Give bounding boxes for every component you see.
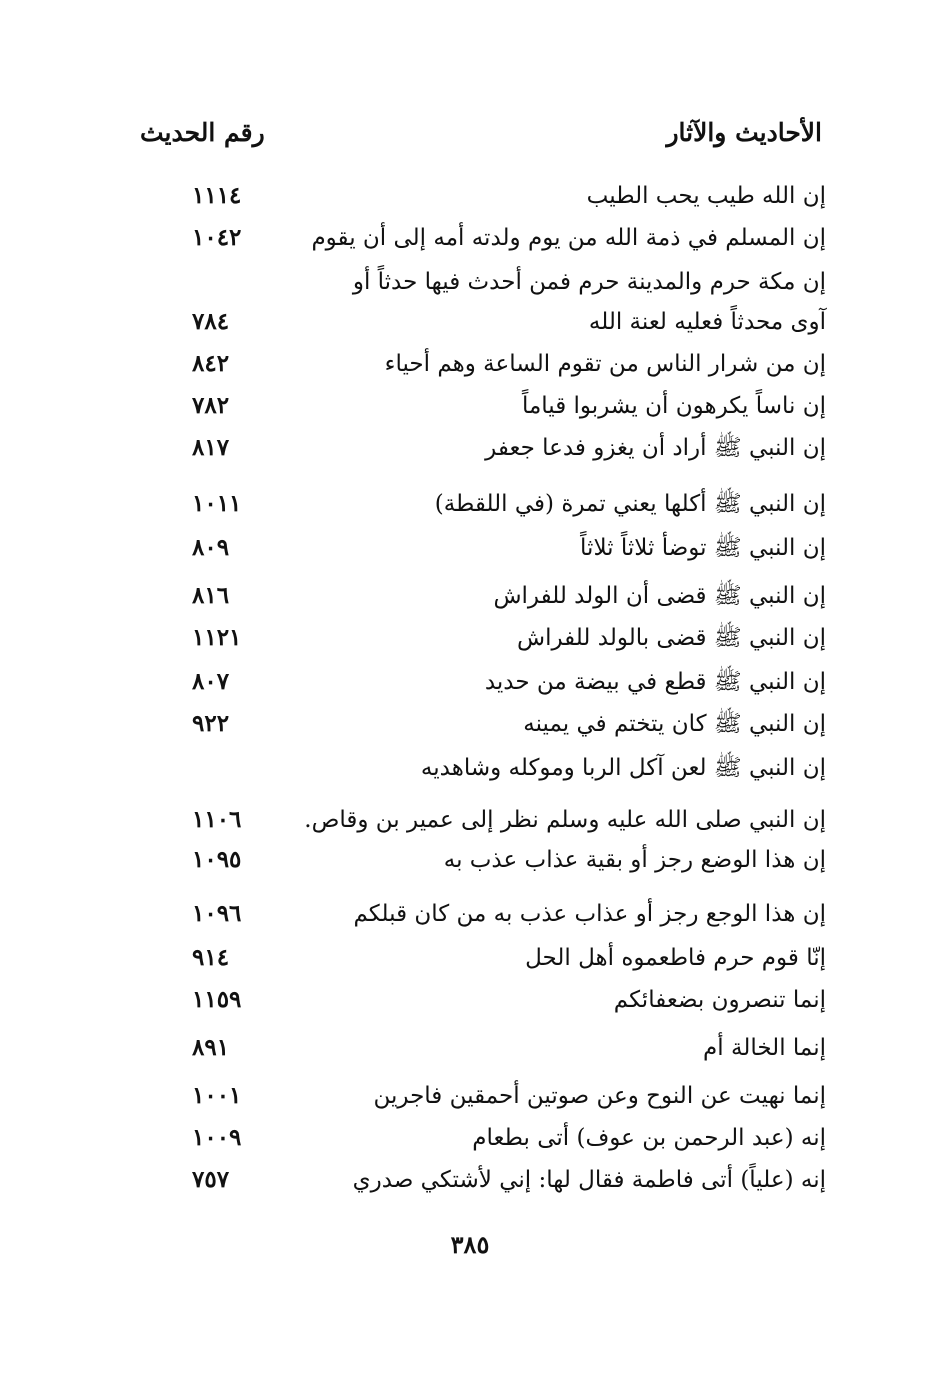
hadith-number: ١٠١١ xyxy=(192,490,242,517)
hadith-number: ٧٥٧ xyxy=(192,1166,230,1193)
hadith-number: ١١٠٦ xyxy=(192,806,242,833)
list-item xyxy=(0,704,940,744)
hadith-number: ٨٤٢ xyxy=(192,350,230,377)
hadith-number: ١٠٩٥ xyxy=(192,846,242,873)
hadith-number: ٧٨٤ xyxy=(192,308,230,335)
hadith-text: إن هذا الوضع رجز أو بقية عذاب عذب به xyxy=(443,847,826,873)
hadith-number: ١١٢١ xyxy=(192,624,242,651)
hadith-text: إن النبي ﷺ قضى أن الولد للفراش xyxy=(493,583,826,609)
hadith-number: ٨٠٧ xyxy=(192,668,230,695)
hadith-text: إنه (عبد الرحمن بن عوف) أتى بطعام xyxy=(472,1125,826,1151)
hadith-number: ٧٨٢ xyxy=(192,392,230,419)
hadith-text: إن المسلم في ذمة الله من يوم ولدته أمه إلى أن يقوم xyxy=(311,225,826,251)
list-item xyxy=(0,386,940,426)
hadith-text: إن النبي ﷺ قضى بالولد للفراش xyxy=(517,625,826,651)
list-item xyxy=(0,1118,940,1158)
list-item xyxy=(0,840,940,880)
list-item xyxy=(0,618,940,658)
list-item xyxy=(0,1076,940,1116)
list-item xyxy=(0,662,940,702)
hadith-text: إن الله طيب يحب الطيب xyxy=(586,183,826,209)
list-item xyxy=(0,176,940,216)
list-item xyxy=(0,800,940,840)
hadith-text: إنّا قوم حرم فاطعموه أهل الحل xyxy=(525,945,826,971)
hadith-text: إن هذا الوجع رجز أو عذاب عذب به من كان قبلكم xyxy=(353,901,826,927)
hadith-number: ٨١٧ xyxy=(192,434,230,461)
hadith-text: إنما تنصرون بضعفائكم xyxy=(613,987,826,1013)
hadith-text: إن من شرار الناس من تقوم الساعة وهم أحياء xyxy=(384,351,826,377)
hadith-number: ٩٢٢ xyxy=(192,710,230,737)
list-item xyxy=(0,344,940,384)
hadith-text: إن النبي ﷺ أراد أن يغزو فدعا جعفر xyxy=(485,435,826,461)
hadith-text: إنما الخالة أم xyxy=(703,1035,826,1061)
list-item xyxy=(0,428,940,468)
hadith-number: ١٠٠٩ xyxy=(192,1124,242,1151)
list-item xyxy=(0,1028,940,1068)
header-title: الأحاديث والآثار xyxy=(666,118,822,147)
hadith-text: إن النبي ﷺ قطع في بيضة من حديد xyxy=(484,669,826,695)
hadith-text: إن ناساً يكرهون أن يشربوا قياماً xyxy=(521,393,826,419)
list-item xyxy=(0,218,940,258)
list-item xyxy=(0,748,940,788)
hadith-number: ١٠٩٦ xyxy=(192,900,242,927)
hadith-number: ١١٥٩ xyxy=(192,986,242,1013)
hadith-number: ٨٩١ xyxy=(192,1034,230,1061)
hadith-text: إن مكة حرم والمدينة حرم فمن أحدث فيها حدثاً أو xyxy=(352,269,826,295)
hadith-text: إن النبي ﷺ أكلها يعني تمرة (في اللقطة) xyxy=(434,491,826,517)
list-item xyxy=(0,484,940,524)
hadith-number: ١٠٤٢ xyxy=(192,224,242,251)
hadith-text: إن النبي ﷺ كان يتختم في يمينه xyxy=(523,711,826,737)
header-number-column: رقم الحديث xyxy=(140,118,265,147)
hadith-text: إن النبي صلى الله عليه وسلم نظر إلى عمير بن وقاص. xyxy=(304,807,826,833)
hadith-text: إن النبي ﷺ لعن آكل الربا وموكله وشاهديه xyxy=(420,755,826,781)
hadith-number: ٩١٤ xyxy=(192,944,230,971)
hadith-number: ٨١٦ xyxy=(192,582,230,609)
list-item xyxy=(0,894,940,934)
page-number: ٣٨٥ xyxy=(450,1230,490,1259)
hadith-number: ١٠٠١ xyxy=(192,1082,242,1109)
list-item xyxy=(0,576,940,616)
table-header xyxy=(130,118,830,162)
hadith-text: إنما نهيت عن النوح وعن صوتين أحمقين فاجرين xyxy=(373,1083,826,1109)
hadith-text: إن النبي ﷺ توضأ ثلاثاً ثلاثاً xyxy=(580,535,826,561)
hadith-text: إنه (علياً) أتى فاطمة فقال لها: إني لأشتكي صدري xyxy=(352,1167,826,1193)
list-item xyxy=(0,980,940,1020)
list-item xyxy=(0,302,940,342)
list-item xyxy=(0,528,940,568)
hadith-number: ٨٠٩ xyxy=(192,534,230,561)
hadith-number: ١١١٤ xyxy=(192,182,242,209)
hadith-text: آوى محدثاً فعليه لعنة الله xyxy=(588,309,826,335)
list-item xyxy=(0,262,940,302)
list-item xyxy=(0,938,940,978)
list-item xyxy=(0,1160,940,1200)
